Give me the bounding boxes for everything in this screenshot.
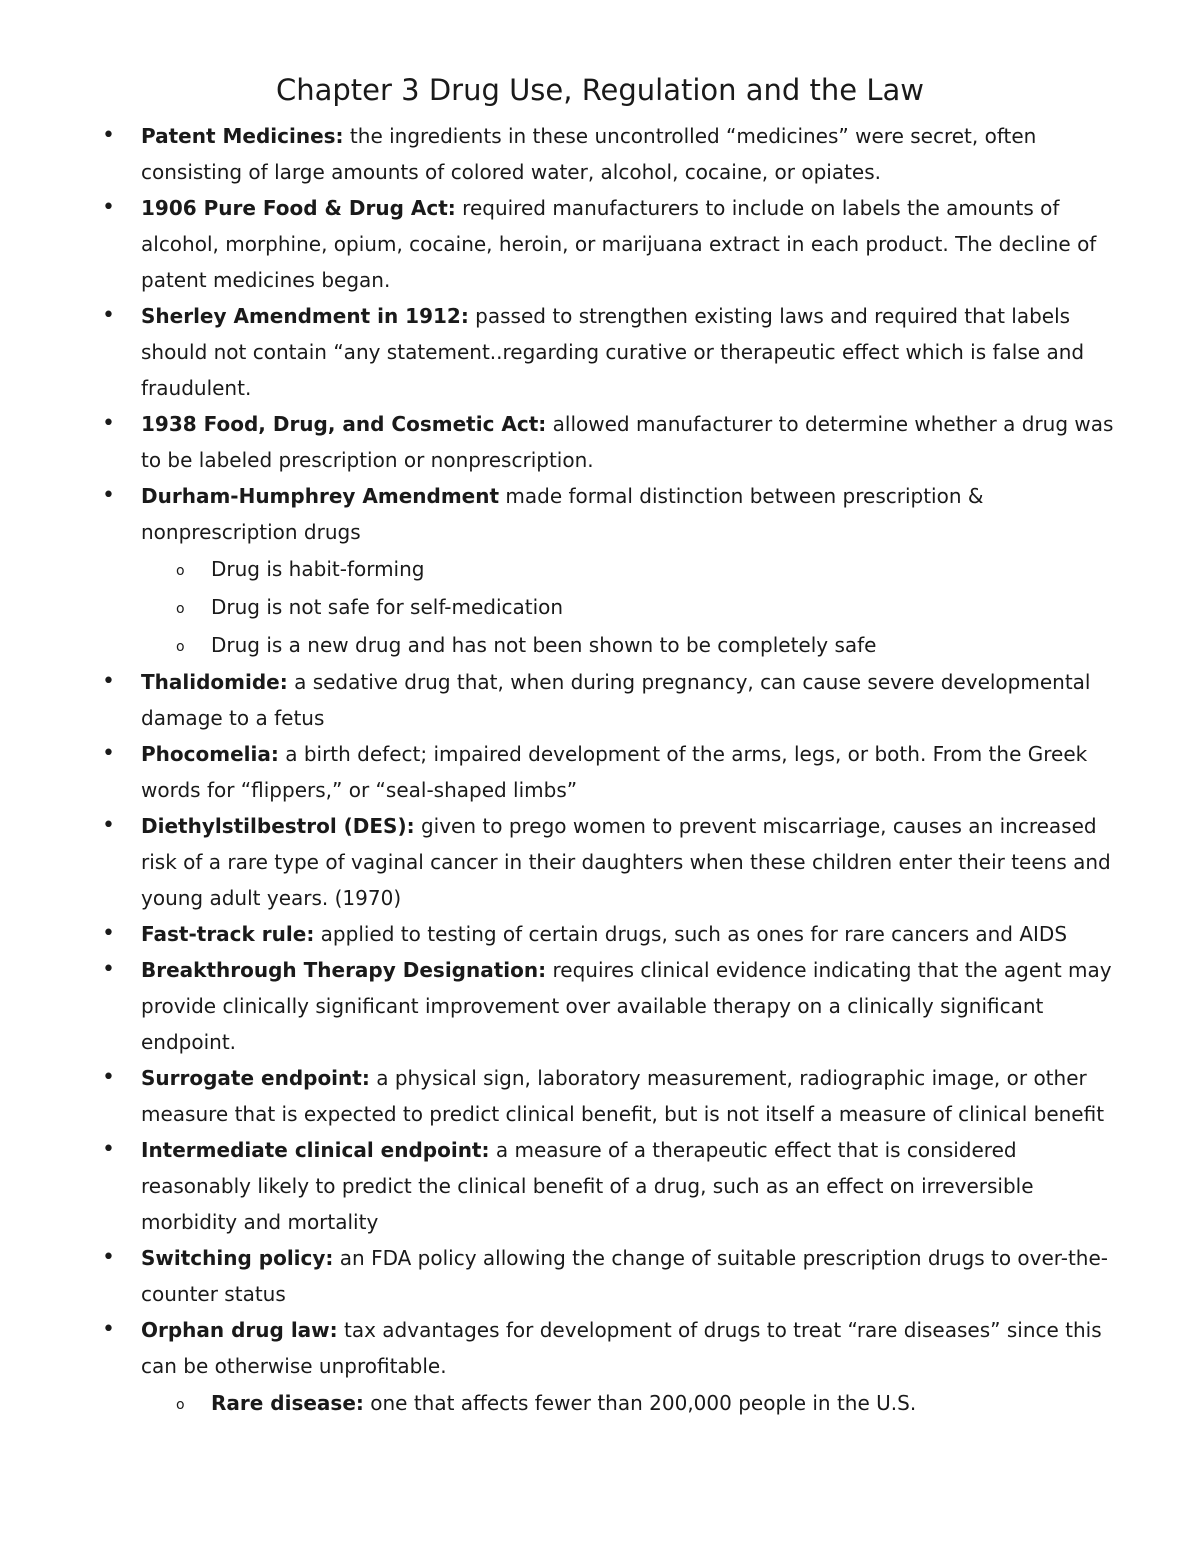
term-label: Thalidomide: <box>141 670 288 694</box>
sub-item: o Drug is habit-forming <box>141 550 1130 588</box>
durham-sublist <box>141 550 1130 664</box>
term-definition: the ingredients in these uncontrolled “medicines” were secret, often consisting of large amounts of colored water, alcohol, cocaine, or opiates. <box>141 124 1037 184</box>
term-definition: a sedative drug that, when during pregnancy, can cause severe developmental damage to a fetus <box>141 670 1091 730</box>
list-item-fast-track <box>0 916 1200 952</box>
list-item-sherley-amendment <box>0 298 1200 406</box>
list-item-durham-humphrey <box>0 478 1200 664</box>
term-definition: made formal distinction between prescription & nonprescription drugs <box>141 484 984 544</box>
orphan-sublist <box>141 1384 1130 1422</box>
list-item-thalidomide <box>0 664 1200 736</box>
term-label: Sherley Amendment in 1912: <box>141 304 469 328</box>
term-label: 1906 Pure Food & Drug Act: <box>141 196 456 220</box>
term-definition: an FDA policy allowing the change of suitable prescription drugs to over-the-counter status <box>141 1246 1109 1306</box>
list-item-pure-food-drug-act <box>0 190 1200 298</box>
term-definition: allowed manufacturer to determine whether a drug was to be labeled prescription or nonprescription. <box>141 412 1114 472</box>
term-label: Diethylstilbestrol (DES): <box>141 814 415 838</box>
list-item-breakthrough <box>0 952 1200 1060</box>
term-label: 1938 Food, Drug, and Cosmetic Act: <box>141 412 547 436</box>
list-item-fdc-act <box>0 406 1200 478</box>
term-label: Surrogate endpoint: <box>141 1066 370 1090</box>
sub-item: o Drug is not safe for self-medication <box>141 588 1130 626</box>
term-label: Rare disease: <box>211 1391 364 1415</box>
term-label: Phocomelia: <box>141 742 279 766</box>
term-definition: a birth defect; impaired development of the arms, legs, or both. From the Greek words for “flippers,” or “seal-shaped limbs” <box>141 742 1088 802</box>
list-item-switching-policy <box>0 1240 1200 1312</box>
term-label: Orphan drug law: <box>141 1318 338 1342</box>
list-item-orphan-drug-law <box>0 1312 1200 1422</box>
list-item-des <box>0 808 1200 916</box>
term-definition: a physical sign, laboratory measurement, radiographic image, or other measure that is expected to predict clinical benefit, but is not itself a measure of clinical benefit <box>141 1066 1105 1126</box>
term-label: Patent Medicines: <box>141 124 344 148</box>
term-label: Switching policy: <box>141 1246 334 1270</box>
term-definition: tax advantages for development of drugs to treat “rare diseases” since this can be otherwise unprofitable. <box>141 1318 1102 1378</box>
term-definition: requires clinical evidence indicating that the agent may provide clinically significant improvement over available therapy on a clinically significant endpoint. <box>141 958 1112 1054</box>
list-item-patent-medicines <box>0 118 1200 190</box>
term-list <box>0 118 1200 1422</box>
term-label: Durham-Humphrey Amendment <box>141 484 500 508</box>
term-definition: required manufacturers to include on labels the amounts of alcohol, morphine, opium, cocaine, heroin, or marijuana extract in each product. The decline of patent medicines began. <box>141 196 1097 292</box>
sub-item-rare-disease <box>141 1384 1130 1422</box>
term-label: Fast-track rule: <box>141 922 315 946</box>
term-definition: passed to strengthen existing laws and required that labels should not contain “any statement..regarding curative or therapeutic effect which is false and fraudulent. <box>141 304 1085 400</box>
term-definition: one that affects fewer than 200,000 people in the U.S. <box>363 1391 917 1415</box>
term-definition: a measure of a therapeutic effect that is considered reasonably likely to predict the clinical benefit of a drug, such as an effect on irreversible morbidity and mortality <box>141 1138 1034 1234</box>
term-label: Intermediate clinical endpoint: <box>141 1138 490 1162</box>
list-item-intermediate-endpoint <box>0 1132 1200 1240</box>
page-title: Chapter 3 Drug Use, Regulation and the Law <box>275 73 924 107</box>
term-definition: applied to testing of certain drugs, such as ones for rare cancers and AIDS <box>314 922 1068 946</box>
term-label: Breakthrough Therapy Designation: <box>141 958 547 982</box>
list-item-surrogate-endpoint <box>0 1060 1200 1132</box>
term-definition: given to prego women to prevent miscarriage, causes an increased risk of a rare type of vaginal cancer in their daughters when these children enter their teens and young adult years. (1970) <box>141 814 1111 910</box>
list-item-phocomelia <box>0 736 1200 808</box>
sub-item: o Drug is a new drug and has not been shown to be completely safe <box>141 626 1130 664</box>
